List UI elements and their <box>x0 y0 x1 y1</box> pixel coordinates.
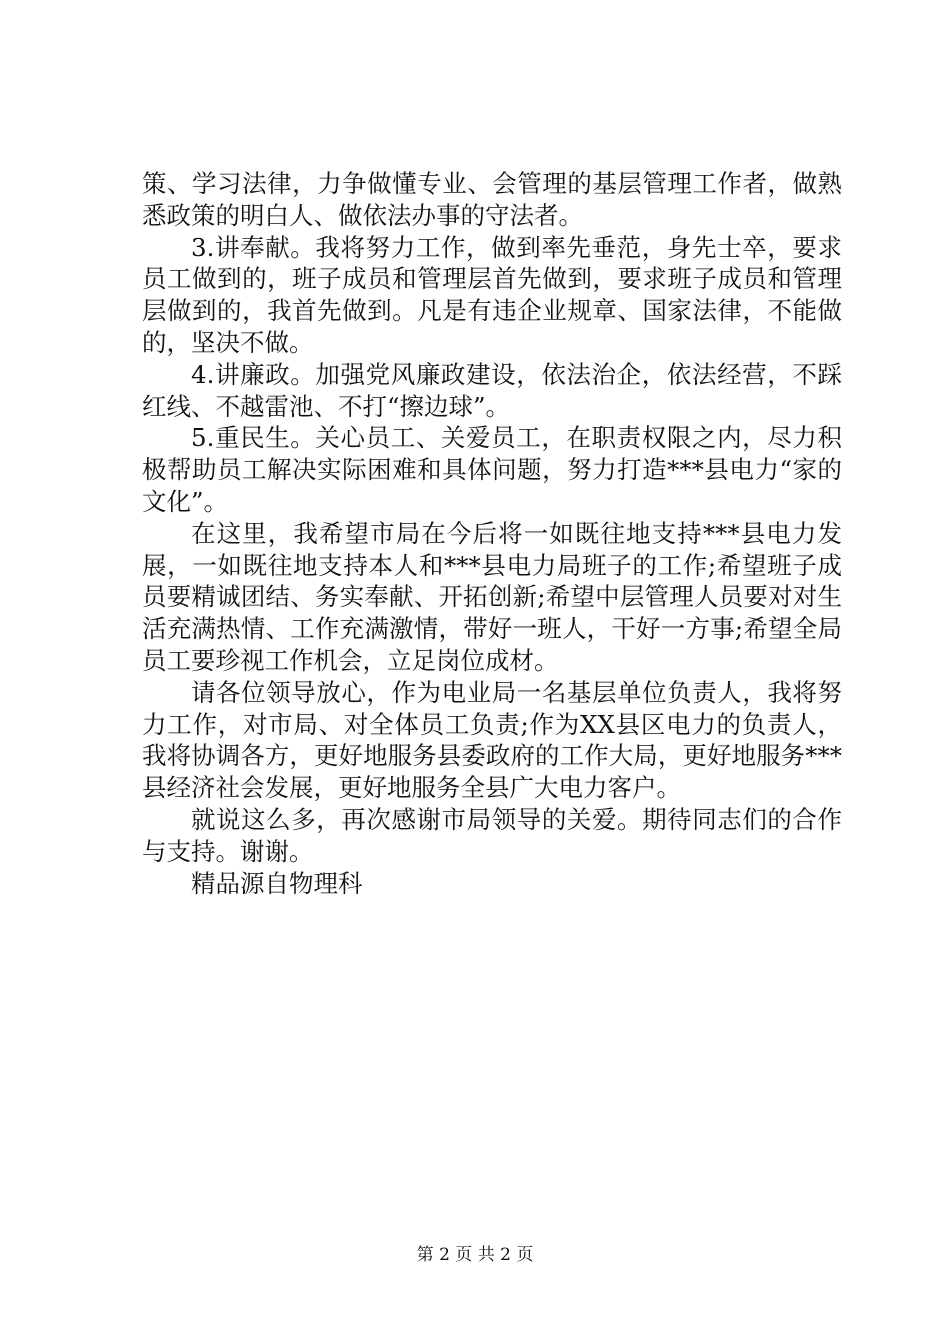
paragraph-commitment: 请各位领导放心，作为电业局一名基层单位负责人，我将努力工作，对市局、对全体员工负责;作为XX县区电力的负责人，我将协调各方，更好地服务县委政府的工作大局，更好地服务***县经济社会发展，更好地服务全县广大电力客户。 <box>142 677 842 803</box>
paragraph-closing: 就说这么多，再次感谢市局领导的关爱。期待同志们的合作与支持。谢谢。 <box>142 804 842 866</box>
paragraph-dedication: 3.讲奉献。我将努力工作，做到率先垂范，身先士卒，要求员工做到的，班子成员和管理层首先做到，要求班子成员和管理层做到的，我首先做到。凡是有违企业规章、国家法律，不能做的，坚决不做。 <box>142 232 842 357</box>
page-number-footer: 第 2 页 共 2 页 <box>416 1245 534 1265</box>
paragraph-livelihood: 5.重民生。关心员工、关爱员工，在职责权限之内，尽力积极帮助员工解决实际困难和具体问题，努力打造***县电力“家的文化”。 <box>142 423 842 516</box>
paragraph-continuation: 策、学习法律，力争做懂专业、会管理的基层管理工作者，做熟悉政策的明白人、做依法办事的守法者。 <box>142 169 842 230</box>
paragraph-source-note: 精品源自物理科 <box>191 868 363 898</box>
document-body <box>142 168 842 899</box>
paragraph-hopes: 在这里，我希望市局在今后将一如既往地支持***县电力发展，一如既往地支持本人和***县电力局班子的工作;希望班子成员要精诚团结、务实奉献、开拓创新;希望中层管理人员要对对生活充满热情、工作充满激情，带好一班人，干好一方事;希望全局员工要珍视工作机会，立足岗位成材。 <box>142 518 842 675</box>
paragraph-integrity: 4.讲廉政。加强党风廉政建设，依法治企，依法经营，不踩红线、不越雷池、不打“擦边球”。 <box>142 359 842 421</box>
